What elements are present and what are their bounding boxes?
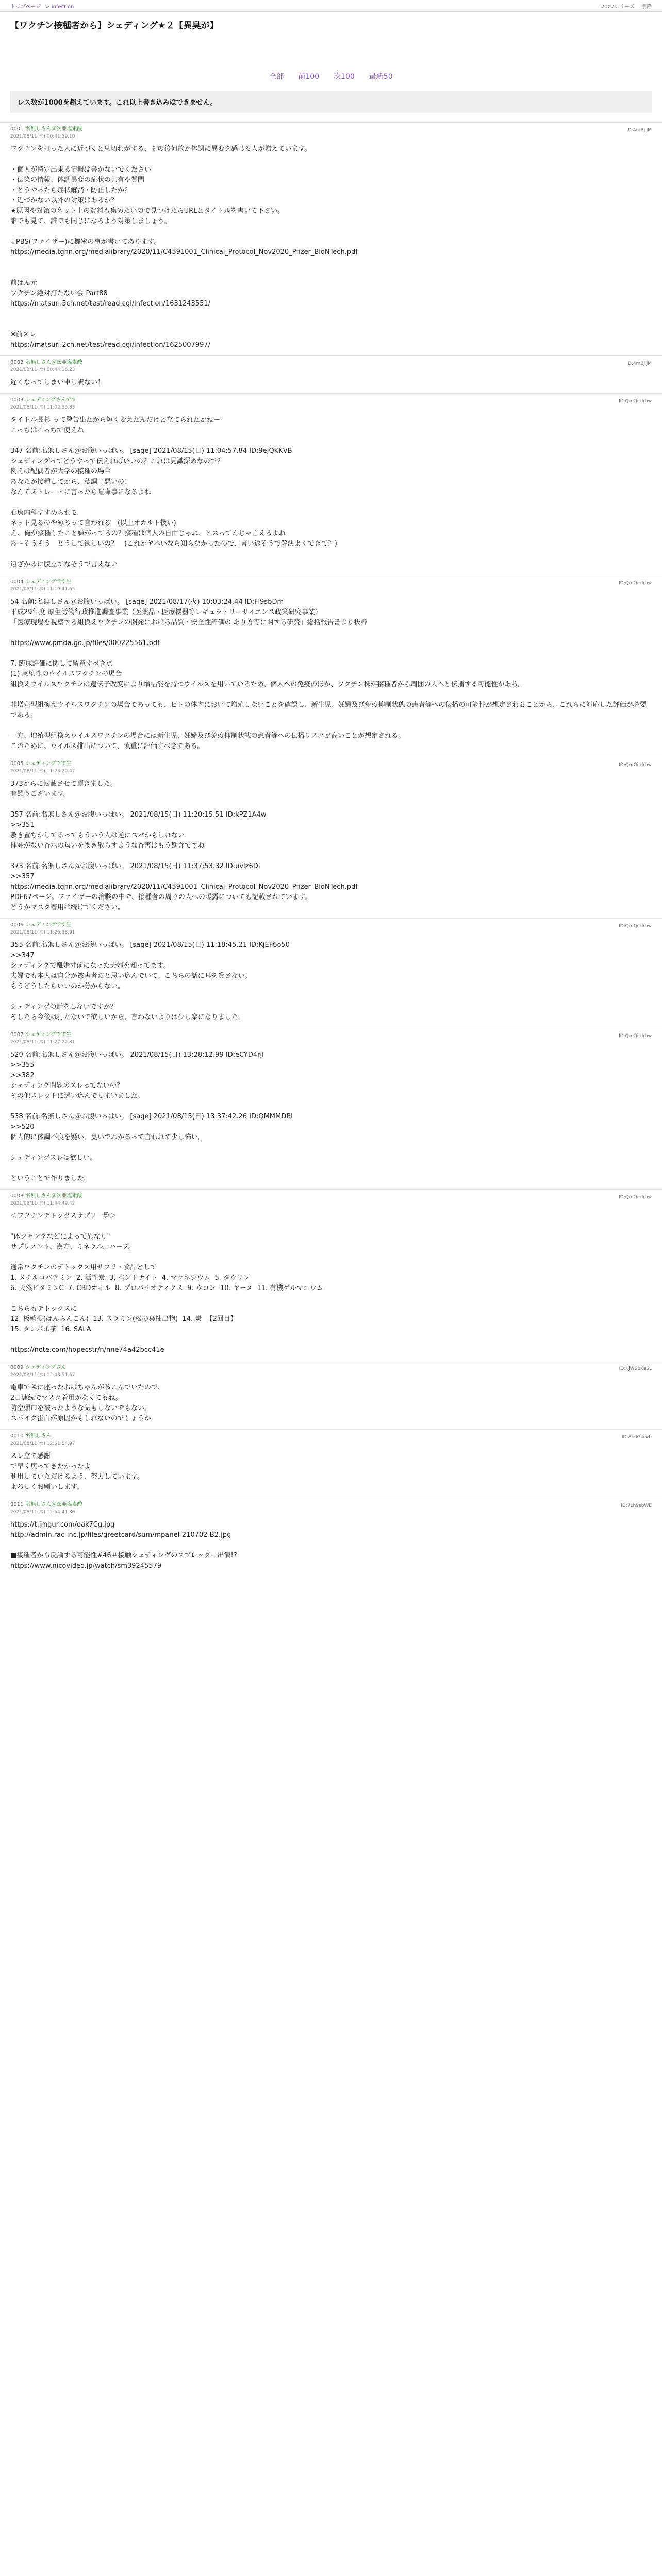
post-list [0,122,662,1577]
poster-name: 名無しさん＠次亜塩素酸 [25,1502,82,1507]
post-body: ＜ワクチンデトックスサプリ一覧＞ "体ジャンクなどによって異なり" サプリメント、漢方、ミネラル、ハーブ。 通常ワクチンのデトックス用サプリ・食品として 1. メチルコバラミン 2. 活性炭 3. ベントナイト 4. マグネシウム 5. タウリン 6. 天然ビタミンC 7. CBDオイル 8. プロバイオティクス 9. ウコン 10. ヤーメ 11. 有機ゲルマニウム こちらもデトックスに 12. 板藍根(ばんらんこん) 13. スラミン(松の葉抽出物) 14. 炭 【2回目】 15. タンポポ茶 16. SALA https://note.com/hopecstr/n/nne74a42bcc41e [10,1212,323,1354]
post-header [10,579,652,593]
post-header [10,1501,652,1516]
post-header [10,922,652,936]
post-header [10,1364,652,1379]
post-date: 2021/08/11(水) 11:44:49.42 [10,1201,75,1206]
poster-name: 名無しさん＠次亜塩素酸 [25,1193,82,1199]
post-body: スレ立て感謝 で早く戻ってきたかったよ 利用していただけるよう、努力しています。 よろしくお願いします。 [10,1452,144,1491]
series-link[interactable]: 2002シリーズ [601,4,635,10]
delete-link[interactable]: 削除 [641,4,652,10]
list-item [0,1429,662,1498]
poster-name: シェディングです生 [25,922,72,928]
poster-name: シェディングです生 [25,1032,72,1038]
thread-title: 【ワクチン接種者から】シェディング★２【異臭が】 [10,21,219,31]
list-item [0,918,662,1028]
post-number[interactable]: 0007 [10,1032,24,1038]
post-number[interactable]: 0005 [10,761,24,767]
thread-nav [0,35,662,87]
list-item [0,122,662,355]
list-item [0,757,662,918]
post-date: 2021/08/11(水) 00:44:16.23 [10,367,75,372]
list-item [0,575,662,757]
post-body: 355 名前:名無しさん＠お腹いっぱい。 [sage] 2021/08/15(日) 11:18:45.21 ID:KjEF6o50 >>347 シェディングで離婚寸前になった夫婦を知ってます。 夫婦でも本人は自分が被害者だと思い込んでいて、こちらの話に耳を貸さない。 もうどうしたらいいのか分からない。 シェディングの話をしないですか？ そしたら今後は打たないで欲しいから、言わないよりは少し楽になりました。 [10,941,290,1021]
post-body: ワクチンを打った人に近づくと息切れがする、その後何故か体調に異変を感じる人が増えています。 ・個人が特定出来る情報は書かないでください ・伝染の情報、体調異変の症状の共有や質問 ・どうやったら症状解消・防止したか？ ・近づかない以外の対策はあるか？ ★原因や対策のネット上の資料も集めたいので見つけたらURLとタイトルを書いて下さい。 誰でも見て、誰でも同じになるよう対策しましょう。 ↓PBS(ファイザー)に機密の事が書いてあります。 https://media.tghn.org/medialibrary/2020/11/C4591001_Clinical_Protocol_Nov2020_Pfizer_BioNTech.pdf 前ばん元 ワクチン絶対打たない会 Part88 https://matsuri.5ch.net/test/read.cgi/infection/1631243551/ ※前スレ https://matsuri.2ch.net/test/read.cgi/infection/1625007997/ [10,145,358,349]
top-right-links [596,2,652,10]
post-number[interactable]: 0006 [10,922,24,928]
post-body: 遅くなってしまい申し訳ない！ [10,379,105,386]
post-header [10,760,652,775]
breadcrumb-board-link[interactable]: infection [51,4,74,10]
poster-name: シェディングです生 [25,761,72,767]
poster-id[interactable]: ID:Ak0Gfkwb [621,1435,652,1440]
post-number[interactable]: 0002 [10,360,24,365]
poster-name: シェディングさん [25,1365,67,1370]
nav-prev100-link[interactable]: 前100 [298,73,320,81]
post-header [10,397,652,411]
post-date: 2021/08/11(水) 12:43:51.67 [10,1372,75,1378]
poster-id[interactable]: ID:4mBjiJM [626,128,652,133]
post-date: 2021/08/11(水) 11:23:20.47 [10,769,75,774]
post-number[interactable]: 0009 [10,1365,24,1370]
post-header [10,126,652,140]
post-body: https://t.imgur.com/oak7Cg.jpg http://admin.rac-inc.jp/files/greetcard/sum/mpanel-210702-B2.jpg ■接種者から反論する可能性#46＃接触シェディングのスプレッダー出演!? https://www.nicovideo.jp/watch/sm39245579 [10,1521,237,1570]
nav-latest50-link[interactable]: 最新50 [369,73,393,81]
post-header [10,1193,652,1207]
list-item [0,393,662,575]
post-date: 2021/08/11(水) 11:02:35.83 [10,405,75,410]
poster-id[interactable]: ID:QmQi+kbw [619,1033,652,1039]
list-item [0,1498,662,1577]
post-date: 2021/08/11(水) 00:41:59.10 [10,134,75,139]
list-item [0,1028,662,1189]
poster-name: シェディングさんです [25,397,77,403]
post-header [10,359,652,374]
top-bar [0,0,662,12]
poster-id[interactable]: ID:QmQi+kbw [619,581,652,586]
post-body: 520 名前:名無しさん＠お腹いっぱい。 2021/08/15(日) 13:28:12.99 ID:eCYD4rjl >>355 >>382 シェディング問題のスレってないの？ その他スレッドに迷い込んでしまいました。 538 名前:名無しさん＠お腹いっぱい。 [sage] 2021/08/15(日) 13:37:42.26 ID:QMMMDBI >>520 個人的に体調不良を疑い、臭いでわかるって言われて少し怖い。 シェディングスレは欲しい。 ということで作りました。 [10,1051,293,1182]
post-number[interactable]: 0001 [10,126,24,132]
poster-name: 名無しさん＠次亜塩素酸 [25,360,82,365]
post-date: 2021/08/11(水) 11:27:22.81 [10,1040,75,1045]
list-item [0,355,662,393]
nav-next100-link[interactable]: 次100 [334,73,355,81]
post-date: 2021/08/11(水) 11:19:41.65 [10,587,75,592]
post-body: 電車で隣に座ったおばちゃんが咳こんでいたので、 2日連続でマスク着用がなくてもね。 防空頭巾を被ったような気もしないでもない。 スパイク蛋白が原因かもしれないのでしょうか [10,1384,164,1422]
poster-id[interactable]: ID:7Lh9sbWE [621,1503,652,1509]
poster-name: 名無しさん＠次亜塩素酸 [25,126,82,132]
post-number[interactable]: 0011 [10,1502,24,1507]
poster-id[interactable]: ID:QmQi+kbw [619,1195,652,1200]
post-body: 373からに転載させて頂きました。 有難うございます。 357 名前:名無しさん＠お腹いっぱい。 2021/08/15(日) 11:20:15.51 ID:kPZ1A4w >>351 敷き置ちかしてるってもういう人は逆にスパかもしれない 揮発がない香水の匂いをまき散らすような香害はもう勘弁ですね 373 名前:名無しさん＠お腹いっぱい。 2021/08/15(日) 11:37:53.32 ID:uvlz6Dl >>357 https://media.tghn.org/medialibrary/2020/11/C4591001_Clinical_Protocol_Nov2020_Pfizer_BioNTech.pdf PDF67ページ。ファイザーの治験の中で、接種者の周りの人への曝露についても記載されています。 どうかマスク着用は続けてください。 [10,780,358,911]
thread-full-notice: レス数が1000を超えています。これ以上書き込みはできません。 [10,91,652,113]
poster-name: シェディングです生 [25,579,72,585]
poster-id[interactable]: ID:QmQi+kbw [619,399,652,404]
list-item [0,1189,662,1361]
poster-id[interactable]: ID:QmQi+kbw [619,924,652,929]
poster-id[interactable]: ID:4mBjiJM [626,361,652,366]
post-header [10,1031,652,1046]
post-number[interactable]: 0003 [10,397,24,403]
post-date: 2021/08/11(水) 12:51:54.97 [10,1441,75,1446]
post-header [10,1433,652,1447]
nav-all-link[interactable]: 全部 [269,73,284,81]
list-item [0,1361,662,1429]
post-date: 2021/08/11(水) 11:26:38.91 [10,930,75,935]
breadcrumb: トップページ > infection [10,4,74,10]
post-body: 54 名前:名無しさん＠お腹いっぱい。 [sage] 2021/08/17(火) 10:03:24.44 ID:Fl9sbDm 平成29年度 厚生労働行政推進調査事業（医薬品・医療機器等レギュラトリーサイエンス政策研究事業） 「医療現場を視察する組換えワクチンの開発における品質・安全性評価の あり方等に関する研究」総括報告書より抜粋 https://www.pmda.go.jp/files/000225561.pdf 7. 臨床評価に関して留意すべき点 (1) 感染性のウイルスワクチンの場合 組換えウイルスワクチンは遺伝子改変により増幅能を持つウイルスを用いているため、個人への免疫のほか、ワクチン株が接種者から周囲の人へと伝播する可能性がある。 非増殖型組換えウイルスワクチンの場合であっても、ヒトの体内において増殖しないことを確認し、新生児、妊婦及び免疫抑制状態の患者等への伝播の可能性が想定されることから、これらに対応した評価が必要である。 一方、増殖型組換えウイルスワクチンの場合には新生児、妊婦及び免疫抑制状態の患者等への伝播リスクが高いことが想定される。 このために、ウイルス排出について、慎重に評価すべきである。 [10,598,647,750]
post-number[interactable]: 0008 [10,1193,24,1199]
post-number[interactable]: 0004 [10,579,24,585]
breadcrumb-top-link[interactable]: トップページ [10,4,41,10]
post-body: タイトル長杉 って警告出たから短く変えたんだけど立てられたかねー こっちはこっちで使えね 347 名前:名無しさん＠お腹いっぱい。 [sage] 2021/08/15(日) 11:04:57.84 ID:9eJQKKVB シェディングってどうやって伝えればいいの？これは見識深めなので？ 例えば配偶者が大学の接種の場合 あなたが接種してから、私調子悪いの！ なんてストレートに言ったら喧嘩事になるよね 心療内科すすめられる ネット見るのやめろって言われる (以上オカルト扱い) え、俺が接種したこと嫌がってるの？接種は個人の自由じゃね、ヒスってんじゃ言えるよね あ～そうそう どうして欲しいの？ (これがヤバいなら知らなかったので、言い返そうで解決よくできて？) 遠ざかるに腹立てなそうで言えない [10,416,337,568]
poster-id[interactable]: ID:KjWSbKaSL [619,1366,652,1371]
post-date: 2021/08/11(水) 12:54:41.30 [10,1510,75,1515]
poster-id[interactable]: ID:QmQi+kbw [619,762,652,768]
post-number[interactable]: 0010 [10,1433,24,1439]
poster-name: 名無しさん [25,1433,52,1439]
